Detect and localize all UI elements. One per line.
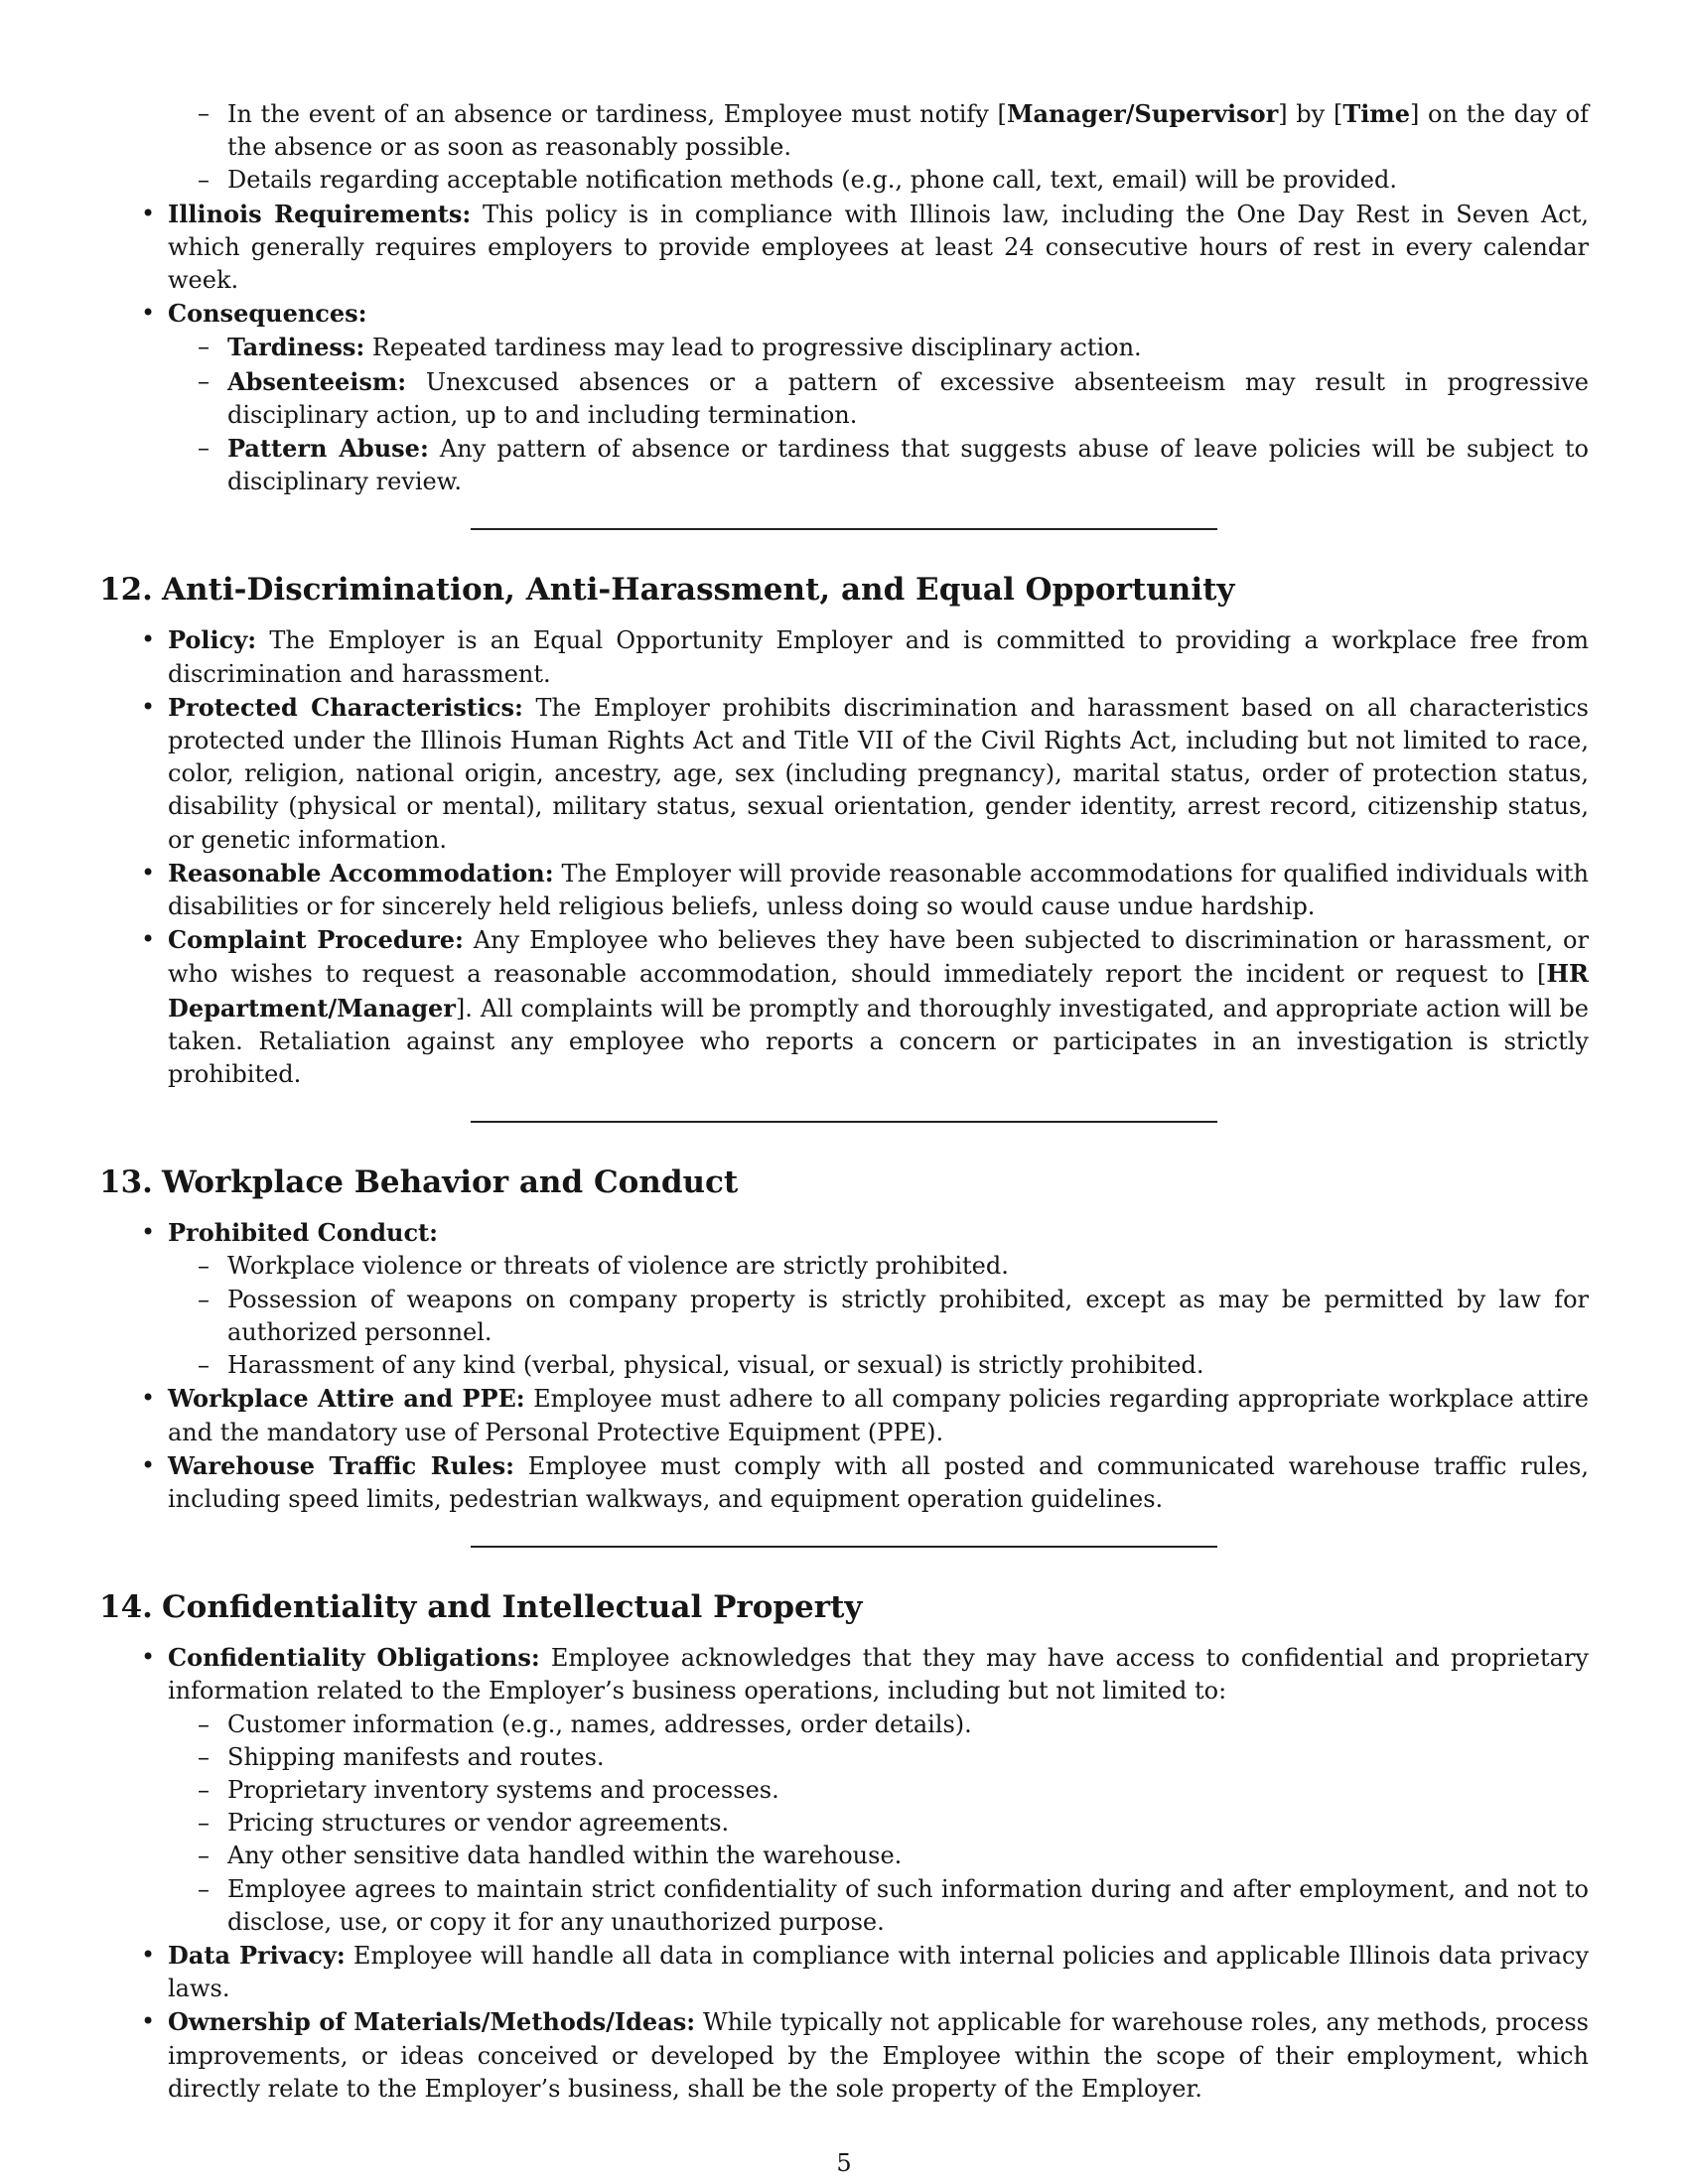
item-label: Workplace Attire and PPE: bbox=[168, 1384, 525, 1414]
list-item-attire bbox=[141, 1382, 1589, 1448]
bullet-marker: • bbox=[141, 199, 156, 227]
bullet-marker: • bbox=[141, 625, 156, 654]
prohibited-sublist bbox=[168, 1250, 1589, 1382]
consequences-sublist bbox=[168, 331, 1589, 498]
list-item bbox=[168, 97, 1589, 198]
sublist-item bbox=[198, 1774, 1589, 1807]
item-text: Unexcused absences or a pattern of excessive absenteeism may result in progressive disciplinary action, up to and including termination. bbox=[227, 367, 1589, 429]
item-text: Any other sensitive data handled within the warehouse. bbox=[227, 1842, 903, 1870]
item-text: Customer information (e.g., names, addresses, order details). bbox=[227, 1709, 972, 1738]
placeholder-time: Time bbox=[1342, 99, 1410, 128]
item-text: Employee must adhere to all company policies regarding appropriate workplace attire and the mandatory use of Personal Protective Equipment (PPE). bbox=[168, 1385, 1589, 1446]
item-label: Ownership of Materials/Methods/Ideas: bbox=[168, 2007, 696, 2037]
list-item-protected bbox=[141, 691, 1589, 857]
section-12-list bbox=[99, 623, 1589, 1091]
section-13-list bbox=[99, 1216, 1589, 1516]
dash-marker: – bbox=[198, 1874, 210, 1903]
section-heading-13 bbox=[99, 1162, 1589, 1202]
dash-marker: – bbox=[198, 434, 210, 463]
sublist-item bbox=[198, 1284, 1589, 1349]
section-heading-14 bbox=[99, 1587, 1589, 1627]
item-label: Prohibited Conduct: bbox=[168, 1218, 439, 1248]
item-label: Protected Characteristics: bbox=[168, 692, 523, 722]
item-text: The Employer will provide reasonable accommodations for qualified individuals with disabilities or for sincerely held religious beliefs, unless doing so would cause undue hardship. bbox=[168, 859, 1590, 921]
list-item-illinois bbox=[141, 198, 1589, 298]
confidentiality-sublist bbox=[168, 1708, 1589, 1939]
item-text: The Employer prohibits discrimination and harassment based on all characteristics protected under the Illinois Human Rights Act and Title VII of the Civil Rights Act, including but not limited to race, color, religion, national origin, ancestry, age, sex (including pregnancy), marital status, order of protection status, disability (physical or mental), military status, sexual orientation, gender identity, arrest record, citizenship status, or genetic information. bbox=[168, 693, 1589, 854]
section-divider bbox=[471, 1121, 1217, 1123]
list-item-accommodation bbox=[141, 857, 1590, 923]
dash-marker: – bbox=[198, 1809, 210, 1838]
sublist-item bbox=[198, 97, 1590, 164]
sublist-item bbox=[198, 331, 1589, 364]
section-14-list bbox=[99, 1641, 1589, 2106]
section-divider bbox=[471, 1546, 1217, 1548]
item-text: ]. All complaints will be promptly and thoroughly investigated, and appropriate action will be taken. Retaliation against any employee who reports a concern or participates in an investigation is strictly prohibited. bbox=[168, 994, 1589, 1089]
section-number: 13. bbox=[99, 1164, 153, 1201]
item-label: Data Privacy: bbox=[168, 1940, 346, 1970]
list-item-consequences bbox=[141, 297, 1589, 498]
list-item-policy bbox=[141, 623, 1589, 690]
sublist-item bbox=[198, 432, 1589, 498]
item-text: Repeated tardiness may lead to progressive disciplinary action. bbox=[371, 334, 1142, 362]
item-text: ] by [ bbox=[1278, 100, 1343, 128]
item-label: Illinois Requirements: bbox=[168, 199, 472, 228]
item-label: Reasonable Accommodation: bbox=[168, 858, 554, 887]
sublist-item bbox=[198, 164, 1589, 197]
dash-marker: – bbox=[198, 1842, 210, 1870]
bullet-marker: • bbox=[141, 692, 156, 721]
sublist-item bbox=[198, 1807, 1589, 1840]
item-text: Possession of weapons on company property is strictly prohibited, except as may be permitted by law for authorized personnel. bbox=[227, 1285, 1589, 1346]
bullet-marker: • bbox=[141, 1940, 156, 1969]
attendance-list bbox=[99, 97, 1589, 498]
dash-marker: – bbox=[198, 1742, 210, 1771]
list-item-confidentiality bbox=[141, 1641, 1589, 1939]
item-label: Complaint Procedure: bbox=[168, 925, 464, 955]
list-item-complaint bbox=[141, 923, 1589, 1091]
item-text: Details regarding acceptable notification methods (e.g., phone call, text, email) will be provided. bbox=[227, 166, 1397, 195]
document-page bbox=[99, 99, 1589, 2106]
sublist-item bbox=[198, 1250, 1589, 1283]
item-text: While typically not applicable for warehouse roles, any methods, process improvements, or ideas conceived or developed by the Employee within the scope of their employment, which directly relate to the Employer’s business, shall be the sole property of the Employer. bbox=[168, 2008, 1589, 2103]
item-text: Employee acknowledges that they may have access to confidential and proprietary information related to the Employer’s business operations, including but not limited to: bbox=[168, 1644, 1589, 1706]
dash-marker: – bbox=[198, 1252, 210, 1281]
item-text: Harassment of any kind (verbal, physical, visual, or sexual) is strictly prohibited. bbox=[227, 1351, 1204, 1380]
page-number: 5 bbox=[836, 2149, 852, 2177]
notification-sublist bbox=[168, 97, 1589, 198]
bullet-marker: • bbox=[141, 1218, 156, 1247]
item-text: Employee must comply with all posted and communicated warehouse traffic rules, including speed limits, pedestrian walkways, and equipment operation guidelines. bbox=[168, 1451, 1589, 1513]
section-number: 12. bbox=[99, 572, 153, 609]
dash-marker: – bbox=[198, 1351, 210, 1380]
sublist-item bbox=[198, 1840, 1589, 1872]
sublist-item bbox=[198, 1708, 1589, 1741]
bullet-marker: • bbox=[141, 299, 156, 328]
bullet-marker: • bbox=[141, 1643, 156, 1672]
bullet-marker: • bbox=[141, 1450, 156, 1479]
sublist-item bbox=[198, 365, 1589, 432]
section-divider bbox=[471, 528, 1217, 530]
item-label: Confidentiality Obligations: bbox=[168, 1643, 540, 1673]
item-text: Employee agrees to maintain strict confidentiality of such information during and after employment, and not to disclose, use, or copy it for any unauthorized purpose. bbox=[227, 1874, 1589, 1936]
item-text: Any pattern of absence or tardiness that suggests abuse of leave policies will be subject to disciplinary review. bbox=[227, 435, 1589, 496]
item-text: The Employer is an Equal Opportunity Employer and is committed to providing a workplace free from discrimination and harassment. bbox=[168, 626, 1589, 688]
section-title: Workplace Behavior and Conduct bbox=[162, 1164, 739, 1201]
dash-marker: – bbox=[198, 1285, 210, 1313]
sublist-item bbox=[198, 1873, 1589, 1939]
dash-marker: – bbox=[198, 99, 210, 127]
dash-marker: – bbox=[198, 166, 210, 195]
section-heading-12 bbox=[99, 570, 1589, 610]
bullet-marker: • bbox=[141, 1384, 156, 1413]
list-item-ownership bbox=[141, 2005, 1589, 2106]
item-label: Tardiness: bbox=[227, 333, 365, 362]
placeholder-manager: Manager/Supervisor bbox=[1006, 99, 1279, 128]
dash-marker: – bbox=[198, 333, 210, 361]
section-number: 14. bbox=[99, 1589, 153, 1626]
sublist-item bbox=[198, 1741, 1589, 1774]
item-label: Pattern Abuse: bbox=[227, 434, 429, 464]
item-text: In the event of an absence or tardiness, Employee must notify [ bbox=[227, 100, 1007, 128]
item-text: Workplace violence or threats of violence are strictly prohibited. bbox=[227, 1252, 1009, 1281]
bullet-marker: • bbox=[141, 925, 156, 954]
item-label: Absenteeism: bbox=[227, 366, 407, 396]
section-title: Anti-Discrimination, Anti-Harassment, and Equal Opportunity bbox=[162, 572, 1235, 609]
item-text: Proprietary inventory systems and processes. bbox=[227, 1775, 779, 1804]
item-label: Warehouse Traffic Rules: bbox=[168, 1450, 514, 1480]
section-title: Confidentiality and Intellectual Property bbox=[162, 1589, 863, 1626]
list-item-traffic bbox=[141, 1449, 1589, 1516]
item-text: Pricing structures or vendor agreements. bbox=[227, 1809, 730, 1838]
item-text: ] on the day of the absence or as soon as reasonably possible. bbox=[227, 100, 1590, 162]
item-text: Employee will handle all data in compliance with internal policies and applicable Illinois data privacy laws. bbox=[168, 1941, 1589, 2003]
item-label: Consequences: bbox=[168, 299, 367, 329]
dash-marker: – bbox=[198, 1709, 210, 1738]
dash-marker: – bbox=[198, 366, 210, 395]
list-item-privacy bbox=[141, 1939, 1589, 2005]
bullet-marker: • bbox=[141, 858, 156, 887]
dash-marker: – bbox=[198, 1775, 210, 1804]
item-text: Shipping manifests and routes. bbox=[227, 1742, 605, 1771]
item-text: This policy is in compliance with Illinois law, including the One Day Rest in Seven Act, which generally requires employers to provide employees at least 24 consecutive hours of rest in every calendar week. bbox=[168, 200, 1589, 295]
item-text: Any Employee who believes they have been subjected to discrimination or harassment, or who wishes to request a reasonable accommodation, should immediately report the incident or request to [ bbox=[168, 926, 1589, 989]
sublist-item bbox=[198, 1349, 1589, 1382]
placeholder-hr: HR Department/Manager bbox=[168, 959, 1589, 1023]
item-label: Policy: bbox=[168, 625, 257, 655]
list-item-prohibited bbox=[141, 1216, 1589, 1382]
bullet-marker: • bbox=[141, 2007, 156, 2036]
